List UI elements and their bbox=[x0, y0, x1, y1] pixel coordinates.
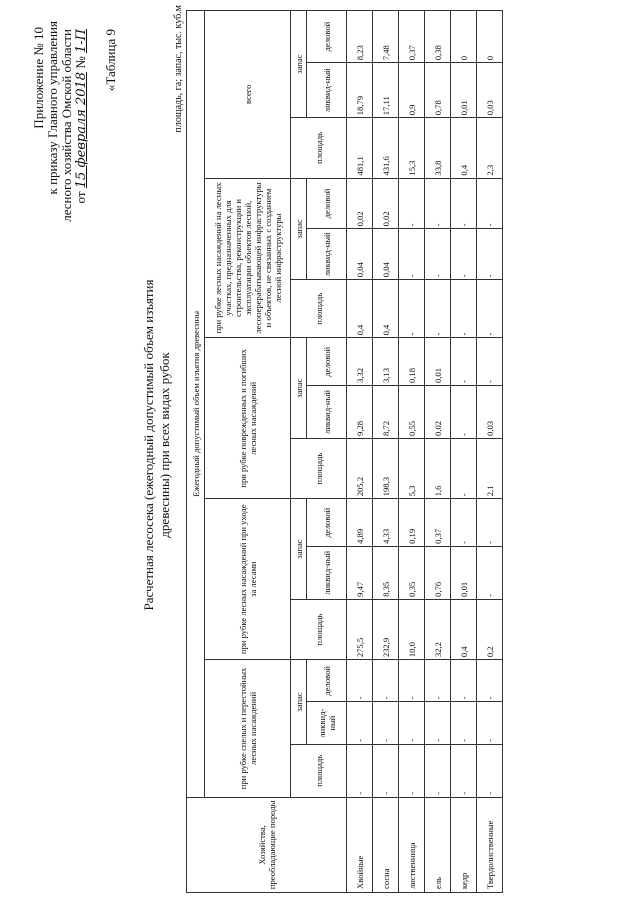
cell: - bbox=[425, 702, 451, 744]
cell: - bbox=[347, 702, 373, 744]
cell: - bbox=[477, 744, 503, 797]
cell: 0,04 bbox=[373, 229, 399, 280]
header-business: деловой bbox=[307, 338, 347, 386]
cell: 0,37 bbox=[399, 11, 425, 63]
cell: 32,2 bbox=[425, 599, 451, 659]
row-name: сосна bbox=[373, 797, 399, 892]
cell: 0 bbox=[451, 11, 477, 63]
header-species: Хозяйства, преобладающие породы bbox=[187, 797, 347, 892]
cell: - bbox=[425, 229, 451, 280]
cell: 0,37 bbox=[425, 499, 451, 547]
header-business: деловой bbox=[307, 660, 347, 702]
header-stock: запас bbox=[291, 11, 307, 118]
cell: 0,01 bbox=[425, 338, 451, 386]
cell: 17,11 bbox=[373, 63, 399, 118]
cell: 9,47 bbox=[347, 546, 373, 599]
appendix-date-handwritten: 15 февраля 2018 bbox=[74, 71, 89, 189]
cell: 8,35 bbox=[373, 546, 399, 599]
cell: 0,02 bbox=[425, 386, 451, 439]
header-group-damaged: при рубке поврежденных и погибших лесных насаждений bbox=[205, 338, 291, 499]
cell: - bbox=[451, 386, 477, 439]
cell: - bbox=[477, 499, 503, 547]
cell: - bbox=[477, 229, 503, 280]
cell: 0,01 bbox=[451, 546, 477, 599]
cell: 0,55 bbox=[399, 386, 425, 439]
cell: 0,9 bbox=[399, 63, 425, 118]
cell: 0,04 bbox=[347, 229, 373, 280]
header-liquid: ликвид-ный bbox=[307, 63, 347, 118]
cell: - bbox=[477, 546, 503, 599]
cell: - bbox=[425, 280, 451, 338]
cell: 0,18 bbox=[399, 338, 425, 386]
cell: - bbox=[399, 229, 425, 280]
cell: - bbox=[425, 744, 451, 797]
cell: 0,4 bbox=[451, 118, 477, 178]
header-area: площадь bbox=[291, 744, 347, 797]
cell: - bbox=[451, 438, 477, 498]
header-stock: запас bbox=[291, 660, 307, 745]
header-area: площадь bbox=[291, 280, 347, 338]
header-stock: запас bbox=[291, 499, 307, 600]
appendix-number-handwritten: 1-П bbox=[74, 29, 89, 54]
cell: - bbox=[451, 338, 477, 386]
cell: 2,1 bbox=[477, 438, 503, 498]
cell: - bbox=[451, 178, 477, 229]
cell: - bbox=[451, 744, 477, 797]
cell: 0,02 bbox=[347, 178, 373, 229]
table-row bbox=[399, 11, 425, 893]
header-group-mature: при рубке спелых и перестойных лесных насаждений bbox=[205, 660, 291, 798]
felling-table bbox=[186, 10, 503, 893]
appendix-number-label: № bbox=[73, 56, 88, 69]
cell: 1,6 bbox=[425, 438, 451, 498]
row-name: ель bbox=[425, 797, 451, 892]
title-line-1: Расчетная лесосека (ежегодный допустимый объем изъятия bbox=[141, 279, 156, 611]
appendix-line-4 bbox=[74, 29, 89, 203]
units-note: площадь, га; запас, тыс. куб.м bbox=[173, 5, 184, 133]
row-name: Хвойные bbox=[347, 797, 373, 892]
header-liquid: ликвид-ный bbox=[307, 702, 347, 744]
cell: - bbox=[347, 660, 373, 702]
table-label: «Таблица 9 bbox=[103, 29, 118, 92]
cell: - bbox=[451, 280, 477, 338]
header-top: Ежегодный допустимый объем изъятия древесины bbox=[187, 11, 205, 798]
cell: - bbox=[373, 660, 399, 702]
appendix-line-2: к приказу Главного управления bbox=[45, 21, 60, 195]
header-business: деловой bbox=[307, 11, 347, 63]
cell: - bbox=[451, 660, 477, 702]
table-row bbox=[425, 11, 451, 893]
cell: 4,89 bbox=[347, 499, 373, 547]
header-stock: запас bbox=[291, 178, 307, 280]
table-row bbox=[347, 11, 373, 893]
cell: 0,2 bbox=[477, 599, 503, 659]
cell: 481,1 bbox=[347, 118, 373, 178]
header-business: деловой bbox=[307, 499, 347, 547]
title-line-2: древесины) при всех видах рубок bbox=[157, 352, 172, 538]
cell: - bbox=[373, 702, 399, 744]
cell: 5,3 bbox=[399, 438, 425, 498]
cell: 0,4 bbox=[451, 599, 477, 659]
table-row bbox=[477, 11, 503, 893]
cell: 18,79 bbox=[347, 63, 373, 118]
cell: - bbox=[399, 744, 425, 797]
header-group-construction: при рубке лесных насаждений на лесных участках, предназначенных для строительства, реконструкции и эксплуатации объектов лесной, лесоперерабатывающей инфраструктуры и объектов, не связанных с созданием лесной инфраструктуры bbox=[205, 178, 291, 338]
cell: 198,3 bbox=[373, 438, 399, 498]
cell: 0,03 bbox=[477, 63, 503, 118]
cell: 0,01 bbox=[451, 63, 477, 118]
table-row bbox=[451, 11, 477, 893]
cell: - bbox=[451, 499, 477, 547]
cell: - bbox=[477, 280, 503, 338]
cell: - bbox=[399, 178, 425, 229]
cell: 4,33 bbox=[373, 499, 399, 547]
header-area: площадь bbox=[291, 599, 347, 659]
cell: 0,19 bbox=[399, 499, 425, 547]
header-liquid: ликвид-ный bbox=[307, 386, 347, 439]
appendix-line-1: Приложение № 10 bbox=[31, 27, 46, 129]
cell: 0,38 bbox=[425, 11, 451, 63]
appendix-line-3: лесного хозяйства Омской области bbox=[59, 29, 74, 222]
cell: 33,8 bbox=[425, 118, 451, 178]
cell: 431,6 bbox=[373, 118, 399, 178]
cell: 3,32 bbox=[347, 338, 373, 386]
cell: 205,2 bbox=[347, 438, 373, 498]
appendix-prefix: от bbox=[73, 191, 88, 204]
cell: - bbox=[477, 338, 503, 386]
cell: - bbox=[399, 280, 425, 338]
cell: 15,3 bbox=[399, 118, 425, 178]
row-name: Твердолиственные bbox=[477, 797, 503, 892]
cell: 232,9 bbox=[373, 599, 399, 659]
header-group-total: всего bbox=[205, 11, 291, 179]
cell: - bbox=[399, 660, 425, 702]
cell: - bbox=[451, 229, 477, 280]
header-area: площадь bbox=[291, 118, 347, 178]
cell: 0,02 bbox=[373, 178, 399, 229]
header-group-care: при рубке лесных насаждений при уходе за лесами bbox=[205, 499, 291, 660]
cell: 0,4 bbox=[373, 280, 399, 338]
cell: - bbox=[477, 702, 503, 744]
cell: 0,78 bbox=[425, 63, 451, 118]
header-stock: запас bbox=[291, 338, 307, 439]
table-row bbox=[373, 11, 399, 893]
cell: 8,23 bbox=[347, 11, 373, 63]
cell: - bbox=[373, 744, 399, 797]
cell: 7,48 bbox=[373, 11, 399, 63]
cell: - bbox=[425, 178, 451, 229]
cell: - bbox=[425, 660, 451, 702]
cell: 3,13 bbox=[373, 338, 399, 386]
cell: 10,0 bbox=[399, 599, 425, 659]
cell: - bbox=[347, 744, 373, 797]
header-business: деловой bbox=[307, 178, 347, 229]
header-liquid: ликвид-ный bbox=[307, 229, 347, 280]
cell: 2,3 bbox=[477, 118, 503, 178]
header-area: площадь bbox=[291, 438, 347, 498]
header-liquid: ликвид-ный bbox=[307, 546, 347, 599]
cell: - bbox=[399, 702, 425, 744]
cell: 275,5 bbox=[347, 599, 373, 659]
cell: 9,28 bbox=[347, 386, 373, 439]
cell: - bbox=[477, 178, 503, 229]
cell: 0,03 bbox=[477, 386, 503, 439]
cell: 0,4 bbox=[347, 280, 373, 338]
row-name: кедр bbox=[451, 797, 477, 892]
cell: 0 bbox=[477, 11, 503, 63]
cell: 0,76 bbox=[425, 546, 451, 599]
cell: - bbox=[477, 660, 503, 702]
row-name: лиственница bbox=[399, 797, 425, 892]
cell: 0,35 bbox=[399, 546, 425, 599]
cell: 8,72 bbox=[373, 386, 399, 439]
cell: - bbox=[451, 702, 477, 744]
